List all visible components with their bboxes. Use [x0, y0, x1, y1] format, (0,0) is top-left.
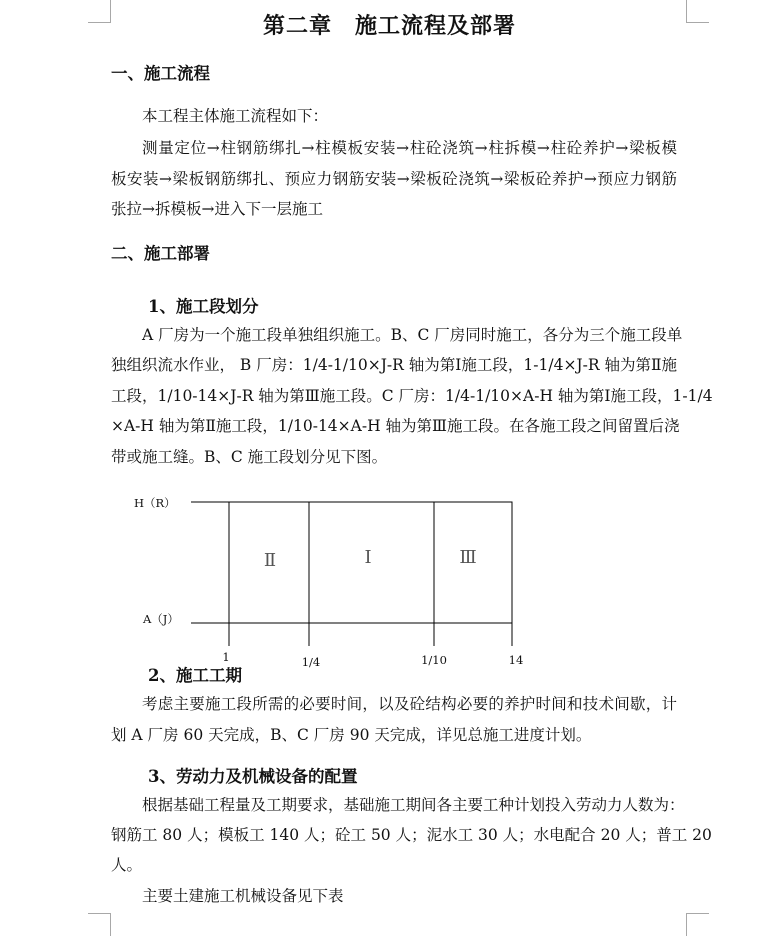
- paragraph-line: 独组织流水作业， B 厂房：1/4-1/10×J-R 轴为第Ⅰ施工段，1-1/4×J-R 轴为第Ⅱ施: [111, 356, 678, 374]
- subsection-heading-schedule: 2、施工工期: [148, 666, 242, 685]
- segment-label-3: Ⅲ: [459, 547, 477, 568]
- subsection-heading-resources: 3、劳动力及机械设备的配置: [148, 767, 358, 786]
- chapter-title: 第二章 施工流程及部署: [262, 13, 516, 39]
- segment-label-1: Ⅰ: [364, 547, 372, 568]
- section-heading-flow: 一、施工流程: [111, 64, 210, 83]
- axis-label-bottom: A（J）: [143, 612, 179, 626]
- segment-label-2: Ⅱ: [263, 550, 277, 571]
- paragraph-line: 带或施工缝。B、C 施工段划分见下图。: [111, 448, 388, 466]
- x-tick-label: 1/4: [301, 655, 321, 669]
- x-tick-label: 14: [508, 653, 524, 667]
- section-heading-deployment: 二、施工部署: [111, 244, 210, 263]
- flow-intro: 本工程主体施工流程如下：: [142, 107, 329, 125]
- paragraph-line: 工段，1/10-14×J-R 轴为第Ⅲ施工段。C 厂房：1/4-1/10×A-H 轴为第Ⅰ施工段，1-1/4: [111, 387, 713, 405]
- paragraph-line: ×A-H 轴为第Ⅱ施工段，1/10-14×A-H 轴为第Ⅲ施工段。在各施工段之间留置后浇: [111, 417, 680, 435]
- subsection-heading-segments: 1、施工段划分: [148, 297, 259, 316]
- flow-line: 板安装→梁板钢筋绑扎、预应力钢筋安装→梁板砼浇筑→梁板砼养护→预应力钢筋: [111, 170, 677, 188]
- flow-line: 测量定位→柱钢筋绑扎→柱模板安装→柱砼浇筑→柱拆模→柱砼养护→梁板模: [142, 139, 677, 157]
- paragraph-line: 人。: [111, 856, 143, 874]
- page-corner-mark: [686, 913, 709, 936]
- x-tick-label: 1: [222, 650, 230, 664]
- x-tick-label: 1/10: [421, 653, 447, 667]
- paragraph-line: 考虑主要施工段所需的必要时间，以及砼结构必要的养护时间和技术间歇，计: [142, 695, 677, 713]
- equipment-table-note: 主要土建施工机械设备见下表: [142, 887, 344, 905]
- segment-division-diagram: [0, 485, 779, 670]
- paragraph-line: 根据基础工程量及工期要求，基础施工期间各主要工种计划投入劳动力人数为：: [142, 796, 685, 814]
- paragraph-line: 钢筋工 80 人；模板工 140 人；砼工 50 人；泥水工 30 人；水电配合 20 人；普工 20: [111, 826, 712, 844]
- flow-line: 张拉→拆模板→进入下一层施工: [111, 200, 323, 218]
- page-corner-mark: [88, 913, 111, 936]
- axis-label-top: H（R）: [134, 496, 176, 510]
- paragraph-line: A 厂房为一个施工段单独组织施工。B、C 厂房同时施工，各分为三个施工段单: [142, 326, 683, 344]
- paragraph-line: 划 A 厂房 60 天完成，B、C 厂房 90 天完成，详见总施工进度计划。: [111, 726, 592, 744]
